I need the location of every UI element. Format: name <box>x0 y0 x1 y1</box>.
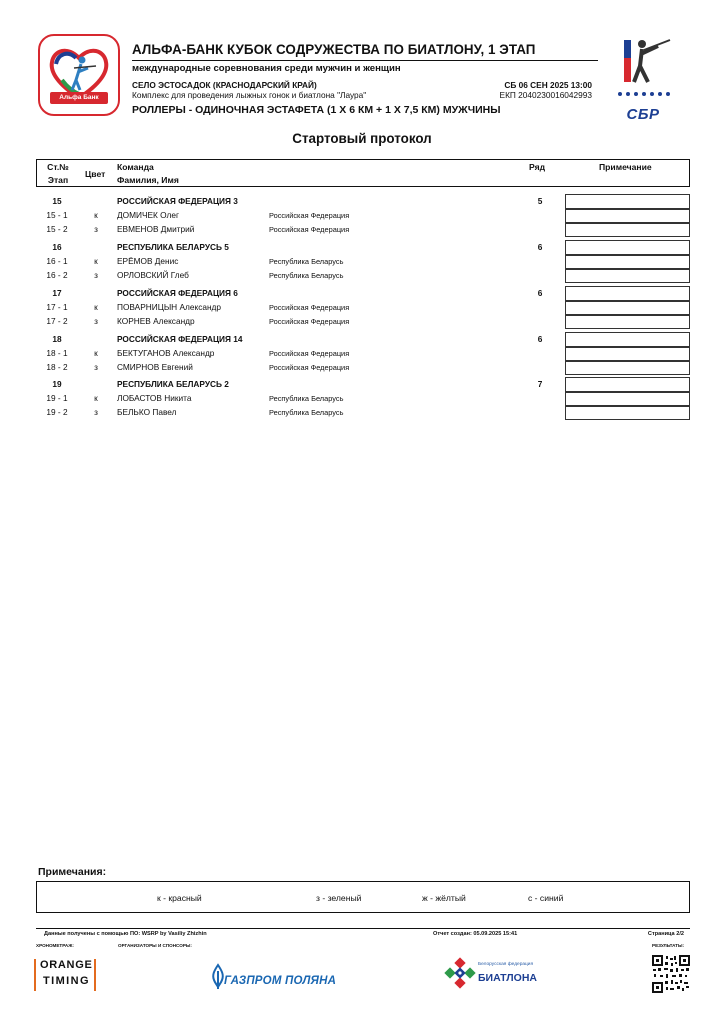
page-number: Страница 2/2 <box>647 931 684 937</box>
athlete-nation: Российская Федерация <box>269 349 350 358</box>
athlete-name: ЕВМЕНОВ Дмитрий <box>117 224 195 234</box>
team-number: 19 <box>52 379 62 389</box>
leg-number: 17 - 2 <box>46 316 68 326</box>
athlete-name: ДОМИЧЕК Олег <box>117 210 179 220</box>
gazprom-logo-icon <box>210 963 337 993</box>
athlete-name: ЛОБАСТОВ Никита <box>117 393 192 403</box>
event-date: СБ 06 СЕН 2025 13:00 <box>504 80 592 90</box>
sbr-logo-text: СБР <box>626 106 660 123</box>
note-box <box>565 315 690 329</box>
athlete-name: ПОВАРНИЦЫН Александр <box>117 302 221 312</box>
athlete-name: КОРНЕВ Александр <box>117 316 195 326</box>
team-row: 5 <box>537 196 543 206</box>
note-box <box>565 209 690 223</box>
header-name: Фамилия, Имя <box>117 175 179 185</box>
leg-color: з <box>94 316 98 326</box>
note-box <box>565 240 690 255</box>
venue: СЕЛО ЭСТОСАДОК (КРАСНОДАРСКИЙ КРАЙ) <box>132 80 317 90</box>
note-box <box>565 286 690 301</box>
leg-number: 15 - 1 <box>46 210 68 220</box>
competition-title: АЛЬФА-БАНК КУБОК СОДРУЖЕСТВА ПО БИАТЛОНУ, 1 ЭТАП <box>132 42 536 57</box>
athlete-name: БЕЛЬКО Павел <box>117 407 177 417</box>
header-bib: Ст.№ <box>47 162 69 172</box>
federation-name: БИАТЛОНА <box>478 972 538 984</box>
athlete-nation: Республика Беларусь <box>269 257 344 266</box>
leg-number: 19 - 2 <box>46 407 68 417</box>
leg-color: к <box>94 348 98 358</box>
team-number: 17 <box>52 288 62 298</box>
ekp-number: ЕКП 2040230016042993 <box>499 90 592 100</box>
team-number: 18 <box>52 334 62 344</box>
athlete-name: БЕКТУГАНОВ Александр <box>117 348 215 358</box>
header-note: Примечание <box>599 162 652 172</box>
sponsor-logo-text: ГАЗПРОМ ПОЛЯНА <box>224 975 337 987</box>
athlete-name: ОРЛОВСКИЙ Глеб <box>117 270 189 280</box>
team-name: РЕСПУБЛИКА БЕЛАРУСЬ 5 <box>117 242 229 252</box>
athlete-nation: Российская Федерация <box>269 225 350 234</box>
athlete-nation: Российская Федерация <box>269 303 350 312</box>
timing-caption: ХРОНОМЕТРАЖ: <box>36 943 74 948</box>
leg-number: 15 - 2 <box>46 224 68 234</box>
leg-color: к <box>94 210 98 220</box>
athlete-nation: Российская Федерация <box>269 317 350 326</box>
note-box <box>565 332 690 347</box>
team-row: 6 <box>537 288 543 298</box>
team-name: РОССИЙСКАЯ ФЕДЕРАЦИЯ 14 <box>117 334 243 344</box>
leg-color: к <box>94 393 98 403</box>
leg-color: к <box>94 256 98 266</box>
header-divider <box>132 60 598 61</box>
legend-item: ж - жёлтый <box>422 893 466 903</box>
legend-item: с - синий <box>528 893 564 903</box>
legend-item: з - зеленый <box>316 893 362 903</box>
header-color: Цвет <box>85 169 106 179</box>
note-box <box>565 377 690 392</box>
sbr-biathlete-logo-icon <box>614 34 672 128</box>
leg-number: 18 - 1 <box>46 348 68 358</box>
left-logo-text: Альфа Банк <box>50 92 108 104</box>
athlete-nation: Республика Беларусь <box>269 271 344 280</box>
leg-color: з <box>94 362 98 372</box>
team-number: 15 <box>52 196 62 206</box>
athlete-nation: Республика Беларусь <box>269 408 344 417</box>
leg-color: з <box>94 270 98 280</box>
leg-number: 17 - 1 <box>46 302 68 312</box>
leg-number: 16 - 2 <box>46 270 68 280</box>
remarks-label: Примечания: <box>38 866 107 878</box>
note-box <box>565 269 690 283</box>
team-row: 6 <box>537 334 543 344</box>
leg-color: з <box>94 407 98 417</box>
federation-small-text: Белорусская федерация <box>478 962 534 967</box>
header-row: Ряд <box>529 162 546 172</box>
leg-number: 18 - 2 <box>46 362 68 372</box>
leg-number: 16 - 1 <box>46 256 68 266</box>
results-caption: РЕЗУЛЬТАТЫ: <box>652 943 685 948</box>
note-box <box>565 361 690 375</box>
header-leg: Этап <box>47 175 69 185</box>
belarus-biathlon-federation-logo-icon <box>444 956 544 990</box>
competition-subtitle: международные соревнования среди мужчин и женщин <box>132 63 401 74</box>
athlete-nation: Республика Беларусь <box>269 394 344 403</box>
document-title: Стартовый протокол <box>292 131 432 146</box>
sponsors-caption: ОРГАНИЗАТОРЫ И СПОНСОРЫ: <box>118 943 192 948</box>
note-box <box>565 194 690 209</box>
note-box <box>565 406 690 420</box>
athlete-name: ЕРЁМОВ Денис <box>117 256 179 266</box>
team-name: РОССИЙСКАЯ ФЕДЕРАЦИЯ 6 <box>117 288 238 298</box>
header-team: Команда <box>117 162 154 172</box>
note-box <box>565 223 690 237</box>
data-source: Данные получены с помощью ПО: WSRP by Vasiliy Zhizhin <box>44 931 207 937</box>
event-name: РОЛЛЕРЫ - ОДИНОЧНАЯ ЭСТАФЕТА (1 Х 6 КМ + 1 Х 7,5 КМ) МУЖЧИНЫ <box>132 104 501 116</box>
orange-timing-logo-icon <box>34 958 96 992</box>
timing-logo-line2: TIMING <box>43 975 90 987</box>
athlete-name: СМИРНОВ Евгений <box>117 362 193 372</box>
timing-logo-line1: ORANGE <box>40 959 93 971</box>
leg-color: к <box>94 302 98 312</box>
leg-number: 19 - 1 <box>46 393 68 403</box>
alfa-bank-cup-logo-icon <box>38 34 120 116</box>
note-box <box>565 255 690 269</box>
color-legend <box>36 881 690 913</box>
athlete-nation: Российская Федерация <box>269 363 350 372</box>
venue-complex: Комплекс для проведения лыжных гонок и биатлона "Лаура" <box>132 90 367 100</box>
team-name: РЕСПУБЛИКА БЕЛАРУСЬ 2 <box>117 379 229 389</box>
table-header <box>36 159 690 187</box>
footer-divider <box>36 928 690 929</box>
report-created: Отчет создан: 05.09.2025 15:41 <box>433 931 518 937</box>
team-name: РОССИЙСКАЯ ФЕДЕРАЦИЯ 3 <box>117 196 238 206</box>
team-number: 16 <box>52 242 62 252</box>
note-box <box>565 392 690 406</box>
team-row: 6 <box>537 242 543 252</box>
qr-code-icon <box>652 955 690 993</box>
leg-color: з <box>94 224 98 234</box>
legend-item: к - красный <box>157 893 202 903</box>
athlete-nation: Российская Федерация <box>269 211 350 220</box>
note-box <box>565 301 690 315</box>
team-row: 7 <box>537 379 543 389</box>
note-box <box>565 347 690 361</box>
